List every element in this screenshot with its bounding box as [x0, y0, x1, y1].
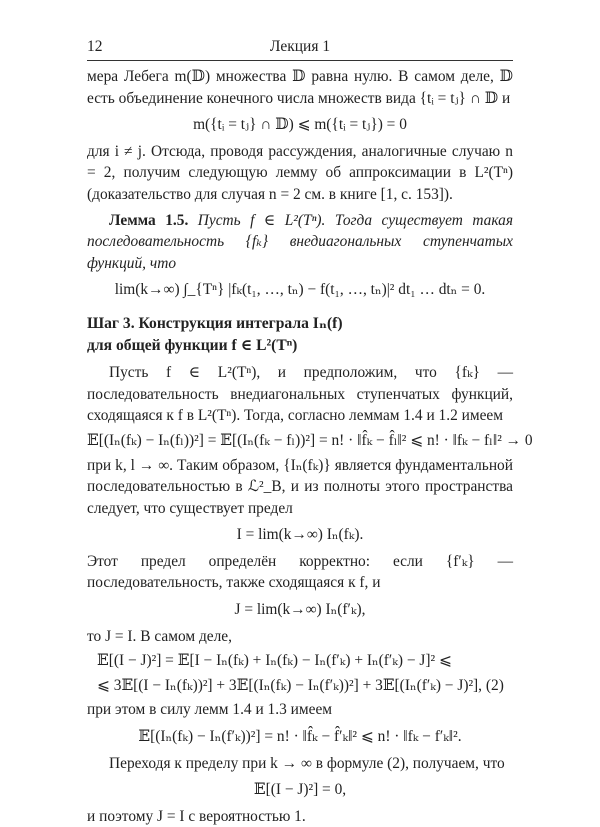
paragraph-5: Этот предел определён корректно: если {f′ₖ} — последовательность, также сходящаяся к f, и [87, 552, 513, 592]
equation-measure: m({tᵢ = tⱼ} ∩ 𝔻) ⩽ m({tᵢ = tⱼ}) = 0 [193, 116, 407, 134]
equation-limit-j: J = lim(k→∞) Iₙ(f′ₖ), [234, 601, 366, 619]
page-content [87, 66, 533, 827]
paragraph-7: при этом в силу лемм 1.4 и 1.3 имеем [87, 701, 333, 719]
equation-expansion-2: ⩽ 3𝔼[(I − Iₙ(fₖ))²] + 3𝔼[(Iₙ(fₖ) − Iₙ(f′ₖ))²] + 3𝔼[(Iₙ(f′ₖ) − J)²], (2) [97, 676, 504, 694]
paragraph-4: при k, l → ∞. Таким образом, {Iₙ(fₖ)} является фундаментальной последовательностью в ℒ²_B, и из полноты этого пространства следует, что существует предел [87, 456, 513, 517]
lemma-text: Пусть f ∈ L²(Tⁿ). Тогда существует такая последовательность {fₖ} внедиагональных ступенчатых функций, что [87, 211, 513, 272]
lemma-label: Лемма 1.5. [109, 211, 189, 229]
paragraph-6: то J = I. В самом деле, [87, 627, 232, 645]
section-heading-line-1: Шаг 3. Конструкция интеграла Iₙ(f) [87, 314, 343, 332]
paragraph-9: и поэтому J = I с вероятностью 1. [87, 807, 306, 825]
equation-lemmas: 𝔼[(Iₙ(fₖ) − Iₙ(f′ₖ))²] = n! · ‖f̂ₖ − f̂′ₖ‖² ⩽ n! · ‖fₖ − f′ₖ‖². [138, 728, 462, 746]
equation-expansion-1: 𝔼[(I − J)²] = 𝔼[I − Iₙ(fₖ) + Iₙ(fₖ) − Iₙ(f′ₖ) + Iₙ(f′ₖ) − J]² ⩽ [97, 652, 452, 670]
equation-fundamental: 𝔼[(Iₙ(fₖ) − Iₙ(fₗ))²] = 𝔼[(Iₙ(fₖ − fₗ))²] = n! · ‖f̂ₖ − f̂ₗ‖² ⩽ n! · ‖fₖ − fₗ‖² → 0 [87, 431, 533, 449]
equation-zero: 𝔼[(I − J)²] = 0, [253, 781, 347, 799]
paragraph-1: мера Лебега m(𝔻) множества 𝔻 равна нулю. В самом деле, 𝔻 есть объединение конечного числа множеств вида {tᵢ = tⱼ} ∩ 𝔻 и [87, 68, 513, 107]
lemma-1-5 [87, 210, 513, 275]
page-header [87, 38, 513, 61]
page-number: 12 [87, 38, 103, 55]
equation-lemma: lim(k→∞) ∫_{Tⁿ} |fₖ(t₁, …, tₙ) − f(t₁, …, tₙ)|² dt₁ … dtₙ = 0. [114, 281, 486, 299]
section-heading-line-2: для общей функции f ∈ L²(Tⁿ) [87, 336, 298, 354]
running-title: Лекция 1 [269, 38, 331, 55]
paragraph-8: Переходя к пределу при k → ∞ в формуле (2), получаем, что [109, 754, 505, 772]
paragraph-2: для i ≠ j. Отсюда, проводя рассуждения, аналогичные случаю n = 2, получим следующую лемму об аппроксимации в L²(Tⁿ) (доказательство для случая n = 2 см. в книге [1, с. 153]). [87, 142, 513, 203]
section-heading [87, 313, 513, 356]
equation-limit-i: I = lim(k→∞) Iₙ(fₖ). [236, 526, 364, 544]
paragraph-3: Пусть f ∈ L²(Tⁿ), и предположим, что {fₖ} — последовательность внедиагональных ступенчатых функций, сходящаяся к f в L²(Tⁿ). Тогда, согласно леммам 1.4 и 1.2 имеем [87, 364, 513, 425]
